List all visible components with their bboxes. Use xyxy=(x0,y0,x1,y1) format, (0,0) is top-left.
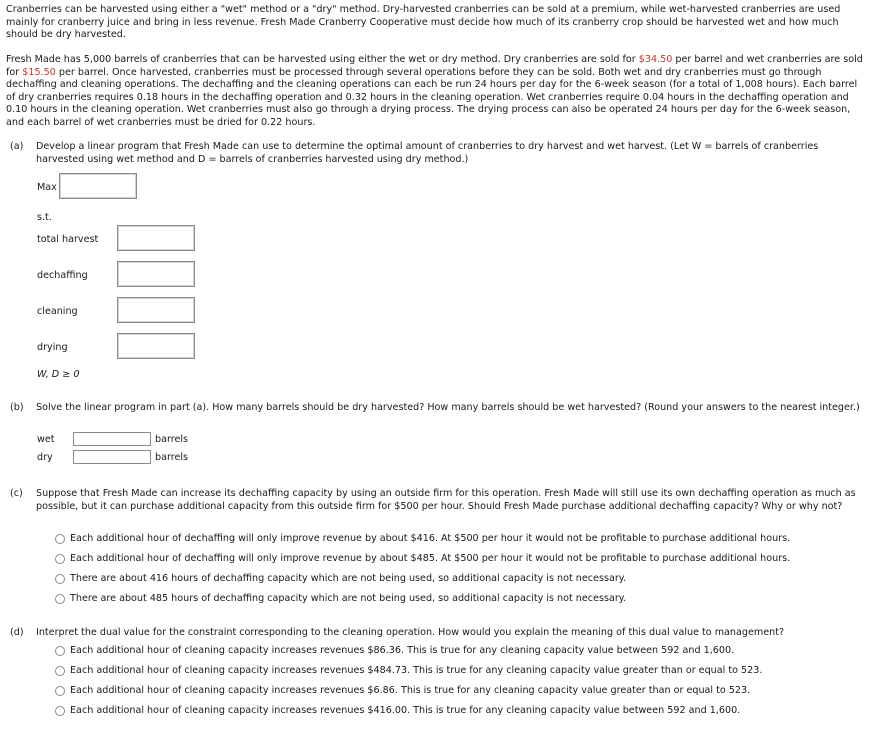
radio-button[interactable] xyxy=(55,594,65,604)
part-a-letter: (a) xyxy=(10,141,24,152)
wet-price: $15.50 xyxy=(22,66,56,78)
drying-input[interactable] xyxy=(117,333,195,359)
part-a-text: Develop a linear program that Fresh Made can use to determine the optimal amount of cranberries to dry harvest and wet harvest. (Let W = barrels of cranberries harvested using wet method and D = barrels of cranberries harvested using dry method.) xyxy=(36,141,819,165)
wet-label: wet xyxy=(37,434,55,445)
objective-input[interactable] xyxy=(59,173,137,199)
radio-button[interactable] xyxy=(55,574,65,584)
part-b-text: Solve the linear program in part (a). How many barrels should be dry harvested? How many barrels should be wet harvested? (Round your answers to the nearest integer.) xyxy=(36,402,860,413)
constraint-dechaffing-label: dechaffing xyxy=(37,270,88,281)
dry-price: $34.50 xyxy=(638,54,673,65)
cleaning-input[interactable] xyxy=(117,297,195,323)
radio-button[interactable] xyxy=(55,534,65,544)
part-d-text: Interpret the dual value for the constraint corresponding to the cleaning operation. How would you explain the meaning of this dual value to management? xyxy=(36,627,785,638)
wet-unit: barrels xyxy=(155,434,189,445)
constraint-total-harvest-label: total harvest xyxy=(37,234,99,245)
radio-button[interactable] xyxy=(55,666,65,676)
max-label: Max xyxy=(37,182,57,193)
constraint-cleaning-label: cleaning xyxy=(37,306,78,317)
radio-button[interactable] xyxy=(55,554,65,564)
constraint-drying-label: drying xyxy=(37,342,68,353)
part-d-letter: (d) xyxy=(10,627,24,638)
intro-paragraph-2 xyxy=(6,54,868,129)
total-harvest-input[interactable] xyxy=(117,225,195,251)
part-b-letter: (b) xyxy=(10,402,24,413)
dry-unit: barrels xyxy=(155,452,189,463)
nonnegativity-label: W, D ≥ 0 xyxy=(37,369,80,380)
part-c-letter: (c) xyxy=(10,488,23,499)
radio-button[interactable] xyxy=(55,686,65,696)
radio-button[interactable] xyxy=(55,646,65,656)
st-label: s.t. xyxy=(37,212,52,223)
intro-text-c: per barrel. Once harvested, cranberries must be processed through several operations before they can be sold. Both wet and dry cranberries must go through dechaffing and cleaning operations. The dechaffing and the cleaning operations can each be run 24 hours per day for the 6-week season (for a total of 1,008 hours). Each barrel of dry cranberries requires 0.18 hours in the dechaffing operation and 0.32 hours in the cleaning operation. Wet cranberries require 0.04 hours in the dechaffing operation and 0.10 hours in the cleaning operation. Wet cranberries must also go through a drying process. The drying process can also be operated 24 hours per day for the 6-week season, and each barrel of wet cranberries must be dried for 0.22 hours. xyxy=(6,66,858,128)
intro-text-a: Fresh Made has 5,000 barrels of cranberries that can be harvested using either the wet or dry method. Dry cranberries are sold for xyxy=(6,54,639,65)
intro-paragraph-1: Cranberries can be harvested using either a "wet" method or a "dry" method. Dry-harvested cranberries can be sold at a premium, while wet-harvested cranberries are used mainly for cranberry juice and bring in less revenue. Fresh Made Cranberry Cooperative must decide how much of its cranberry crop should be harvested wet and how much should be dry harvested. xyxy=(6,4,841,40)
intro-text-b: per barrel and wet cranberries are sold for xyxy=(6,54,863,78)
dechaffing-input[interactable] xyxy=(117,261,195,287)
dry-barrels-input[interactable] xyxy=(73,450,151,464)
wet-barrels-input[interactable] xyxy=(73,432,151,446)
dry-label: dry xyxy=(37,452,53,463)
part-c-text: Suppose that Fresh Made can increase its dechaffing capacity by using an outside firm for this operation. Fresh Made will still use its own dechaffing operation as much as possible, but it can purchase additional capacity from this outside firm for $500 per hour. Should Fresh Made purchase additional dechaffing capacity? Why or why not? xyxy=(36,488,856,512)
radio-button[interactable] xyxy=(55,706,65,716)
